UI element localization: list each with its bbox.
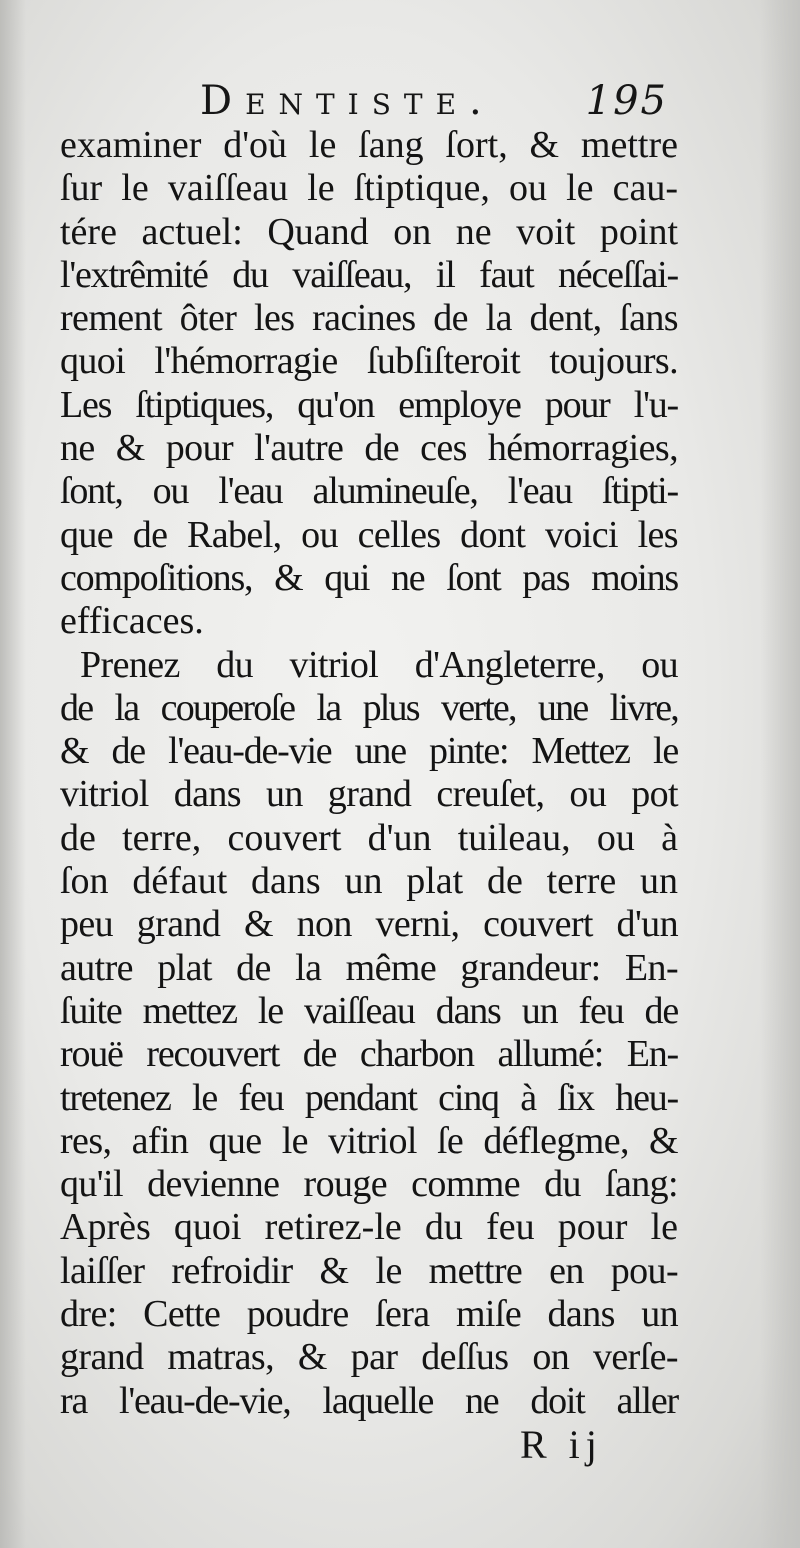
text-line: ſon défaut dans un plat de terre un <box>60 860 678 903</box>
text-line: l'extrêmité du vaiſſeau, il faut néceſſai- <box>60 253 678 296</box>
text-line: que de Rabel, ou celles dont voici les <box>60 513 678 556</box>
text-line: de la couperoſe la plus verte, une livre, <box>60 686 678 729</box>
text-line: qu'il devienne rouge comme du ſang: <box>60 1163 678 1206</box>
text-line: ſur le vaiſſeau le ſtiptique, ou le cau- <box>60 167 678 210</box>
text-line: de terre, couvert d'un tuileau, ou à <box>60 816 678 859</box>
text-line: Après quoi retirez-le du feu pour le <box>60 1206 678 1249</box>
running-head <box>60 70 680 130</box>
text-line: ſont, ou l'eau alumineuſe, l'eau ſtipti- <box>60 470 678 513</box>
text-line: efficaces. <box>60 600 204 643</box>
text-line: rement ôter les racines de la dent, ſans <box>60 297 678 340</box>
text-line: laiſſer refroidir & le mettre en pou- <box>60 1249 678 1292</box>
text-line: Prenez du vitriol d'Angleterre, ou <box>80 643 678 686</box>
text-line: grand matras, & par deſſus on verſe- <box>60 1336 678 1379</box>
text-line: ra l'eau-de-vie, laquelle ne doit aller <box>60 1379 678 1422</box>
text-line: & de l'eau-de-vie une pinte: Mettez le <box>60 730 678 773</box>
text-line: rouë recouvert de charbon allumé: En- <box>60 1033 678 1076</box>
body-text <box>60 124 678 1423</box>
text-line: quoi l'hémorragie ſubſiſteroit toujours. <box>60 340 678 383</box>
text-line: tretenez le feu pendant cinq à ſix heu- <box>60 1076 678 1119</box>
text-line: ne & pour l'autre de ces hémorragies, <box>60 427 678 470</box>
text-line: ſuite mettez le vaiſſeau dans un feu de <box>60 989 678 1032</box>
signature-mark: R ij <box>520 1422 603 1467</box>
text-line: examiner d'où le ſang ſort, & mettre <box>60 124 678 166</box>
text-line: tére actuel: Quand on ne voit point <box>60 210 678 253</box>
text-line: autre plat de la même grandeur: En- <box>60 946 678 989</box>
text-line: compoſitions, & qui ne ſont pas moins <box>60 556 678 599</box>
text-line: vitriol dans un grand creuſet, ou pot <box>60 773 678 816</box>
text-line: dre: Cette poudre ſera miſe dans un <box>60 1293 678 1336</box>
page-number: 195 <box>585 78 668 124</box>
running-title: Dentiste. <box>200 78 495 124</box>
text-line: peu grand & non verni, couvert d'un <box>60 903 678 946</box>
text-line: res, afin que le vitriol ſe déflegme, & <box>60 1119 678 1162</box>
text-line: Les ſtiptiques, qu'on employe pour l'u- <box>60 383 678 426</box>
